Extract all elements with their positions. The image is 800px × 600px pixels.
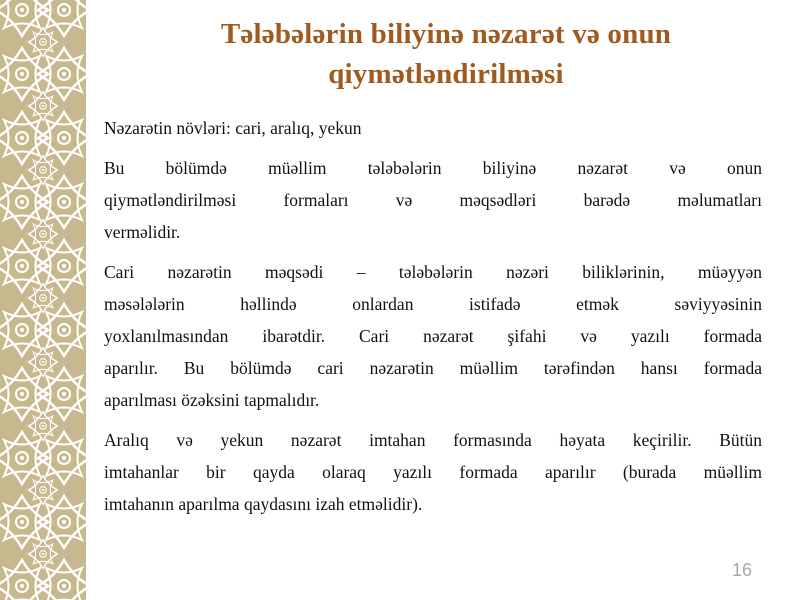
slide-body (104, 112, 762, 520)
paragraph-2-line-5: aparılması özəksini tapmalıdır. (104, 390, 320, 410)
slide-title (106, 14, 786, 94)
ornament-tile (38, 432, 86, 484)
ornament-tile (38, 176, 86, 228)
slide-title-line-1: Tələbələrin biliyinə nəzarət və onun (220, 18, 672, 50)
slide-title-line-2: qiymətləndirilməsi (328, 58, 564, 90)
slide (86, 0, 800, 600)
ornament-tile (0, 304, 48, 356)
paragraph-1-line-3: verməlidir. (104, 222, 181, 242)
slide-number: 16 (731, 560, 752, 580)
paragraph-2-line-4: aparılır. Bu bölümdə cari nəzarətin müəllim tərəfindən hansı formada (104, 358, 762, 378)
decorative-left-band (0, 0, 86, 600)
ornament-tile-small (29, 412, 58, 441)
ornament-tile-small (29, 284, 58, 313)
paragraph-2-line-1: Cari nəzarətin məqsədi – tələbələrin nəzəri biliklərinin, müəyyən (104, 262, 762, 282)
ornament-tile (38, 240, 86, 292)
paragraph-3-line-1: Aralıq və yekun nəzarət imtahan formasında həyata keçirilir. Bütün (104, 430, 762, 450)
ornament-tile-small (29, 348, 58, 377)
ornament-tile-small (29, 28, 58, 57)
ornament-tile (0, 496, 48, 548)
ornament-tile (38, 112, 86, 164)
ornament-tile-small (29, 92, 58, 121)
ornament-tile (38, 48, 86, 100)
ornament-tile (38, 496, 86, 548)
ornament-tile-small (29, 156, 58, 185)
ornament-tile (0, 368, 48, 420)
ornament-tile (0, 112, 48, 164)
ornament-pattern (0, 0, 86, 600)
ornament-tile (0, 48, 48, 100)
ornament-tile (0, 432, 48, 484)
paragraph-2-line-2: məsələlərin həllində onlardan istifadə etmək səviyyəsinin (104, 294, 762, 314)
ornament-tile (0, 176, 48, 228)
paragraph-1-line-2: qiymətləndirilməsi formaları və məqsədləri barədə məlumatları (104, 190, 762, 210)
ornament-tile (38, 304, 86, 356)
types-of-control-line: Nəzarətin növləri: cari, aralıq, yekun (104, 118, 362, 138)
ornament-tile (0, 240, 48, 292)
paragraph-3-line-2: imtahanlar bir qayda olaraq yazılı formada aparılır (burada müəllim (104, 462, 762, 482)
paragraph-1-line-1: Bu bölümdə müəllim tələbələrin biliyinə nəzarət və onun (104, 158, 762, 178)
ornament-tile (38, 368, 86, 420)
paragraph-2-line-3: yoxlanılmasından ibarətdir. Cari nəzarət şifahi və yazılı formada (104, 326, 762, 346)
ornament-tile-small (29, 476, 58, 505)
ornament-tile-small (29, 220, 58, 249)
paragraph-3-line-3: imtahanın aparılma qaydasını izah etməlidir). (104, 494, 423, 514)
ornament-tile-small (29, 540, 58, 569)
